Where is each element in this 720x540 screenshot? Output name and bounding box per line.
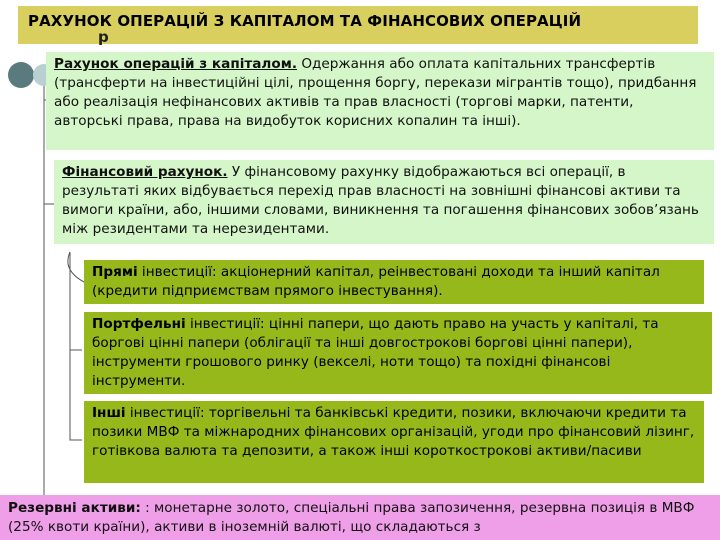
page-title: РАХУНОК ОПЕРАЦІЙ З КАПІТАЛОМ ТА ФІНАНСОВИХ ОПЕРАЦІЙ — [28, 12, 582, 30]
reserve-assets-box — [0, 495, 720, 540]
other-investment-text: інвестиції: торгівельні та банківські кредити, позики, включаючи кредити та позики МВФ та міжнародних фінансових організацій, угоди про фінансовий лізинг, готівкова валюта та депозити, а також інші короткострокові активи/пасиви — [92, 405, 695, 459]
portfolio-investment-box — [84, 312, 712, 394]
connector-portfolio — [70, 252, 82, 350]
reserve-assets-term: Резервні активи: — [8, 500, 141, 516]
financial-account-text: У фінансовому рахунку відображаються всі операції, в результаті яких відбувається перехід прав власності на зовнішні фінансові активи та вимоги країни, або, іншими словами, виникнення та погашення фінансових зобов’язань між резидентами та нерезидентами. — [62, 164, 699, 237]
reserve-assets-text: : монетарне золото, спеціальні права запозичення, резервна позиція в МВФ (25% квоти країни), активи в іноземній валюті, що складаються з — [8, 500, 695, 535]
partial-heading-letter: р — [98, 28, 109, 46]
capital-account-box — [46, 52, 714, 150]
other-investment-term: Інші — [92, 405, 126, 421]
portfolio-investment-text: інвестиції: цінні папери, що дають право на участь у капіталі, та боргові цінні папери (облігації та інші довгострокові боргові цінні папери), інструменти грошового ринку (векселі, ноти тощо) та похідні фінансові інструменти. — [92, 316, 659, 389]
financial-account-term: Фінансовий рахунок. — [62, 164, 228, 180]
bullet-dark-icon — [8, 62, 34, 88]
portfolio-investment-term: Портфельні — [92, 316, 186, 332]
capital-account-text: Одержання або оплата капітальних трансфертів (трансферти на інвестиційні цілі, прощення боргу, перекази мігрантів тощо), придбання або реалізація нефінансових активів та прав власності (торгові марки, патенти, авторські права, права на видобуток корисних копалин та інші). — [54, 56, 697, 129]
direct-investment-term: Прямі — [92, 264, 138, 280]
direct-investment-text: інвестиції: акціонерний капітал, реінвестовані доходи та інший капітал (кредити підприємствам прямого інвестування). — [92, 264, 660, 299]
financial-account-box — [54, 160, 714, 244]
direct-investment-box — [84, 260, 704, 304]
connector-other — [70, 350, 82, 440]
capital-account-term: Рахунок операцій з капіталом. — [54, 56, 298, 72]
other-investment-box — [84, 401, 704, 483]
